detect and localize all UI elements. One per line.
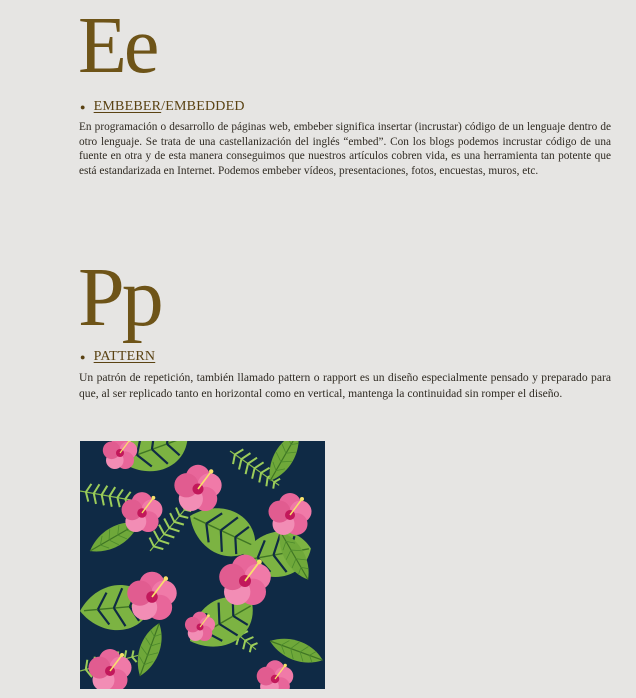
term-pattern — [80, 349, 155, 365]
term-embeber-rest: /EMBEDDED — [161, 99, 245, 114]
description-embeber: En programación o desarrollo de páginas web, embeber significa insertar (incrustar) código de un lenguaje dentro de otro lenguaje. Se trata de una castellanización del inglés “embed”. Con los blogs podemos incrustar código de una fuente en otra y de esta manera conseguimos que nuestros artículos cobren vida, es una herramienta tan potente que está estandarizada en Internet. Podemos embeber vídeos, presentaciones, fotos, encuestas, muros, etc. — [79, 121, 611, 177]
description-pattern: Un patrón de repetición, también llamado pattern o rapport es un diseño especialmente pensado y preparado para que, al ser replicado tanto en horizontal como en vertical, mantenga la continuidad sin romper el diseño. — [79, 371, 611, 400]
term-embeber-link[interactable]: EMBEBER — [93, 99, 162, 114]
floral-pattern-image — [80, 441, 325, 689]
letter-heading-p: Pp — [78, 251, 161, 344]
bullet-icon: ● — [80, 352, 86, 362]
bullet-icon: ● — [80, 102, 86, 112]
term-pattern-link[interactable]: PATTERN — [93, 349, 156, 364]
letter-heading-e: Ee — [78, 2, 157, 90]
term-embeber — [80, 99, 245, 115]
